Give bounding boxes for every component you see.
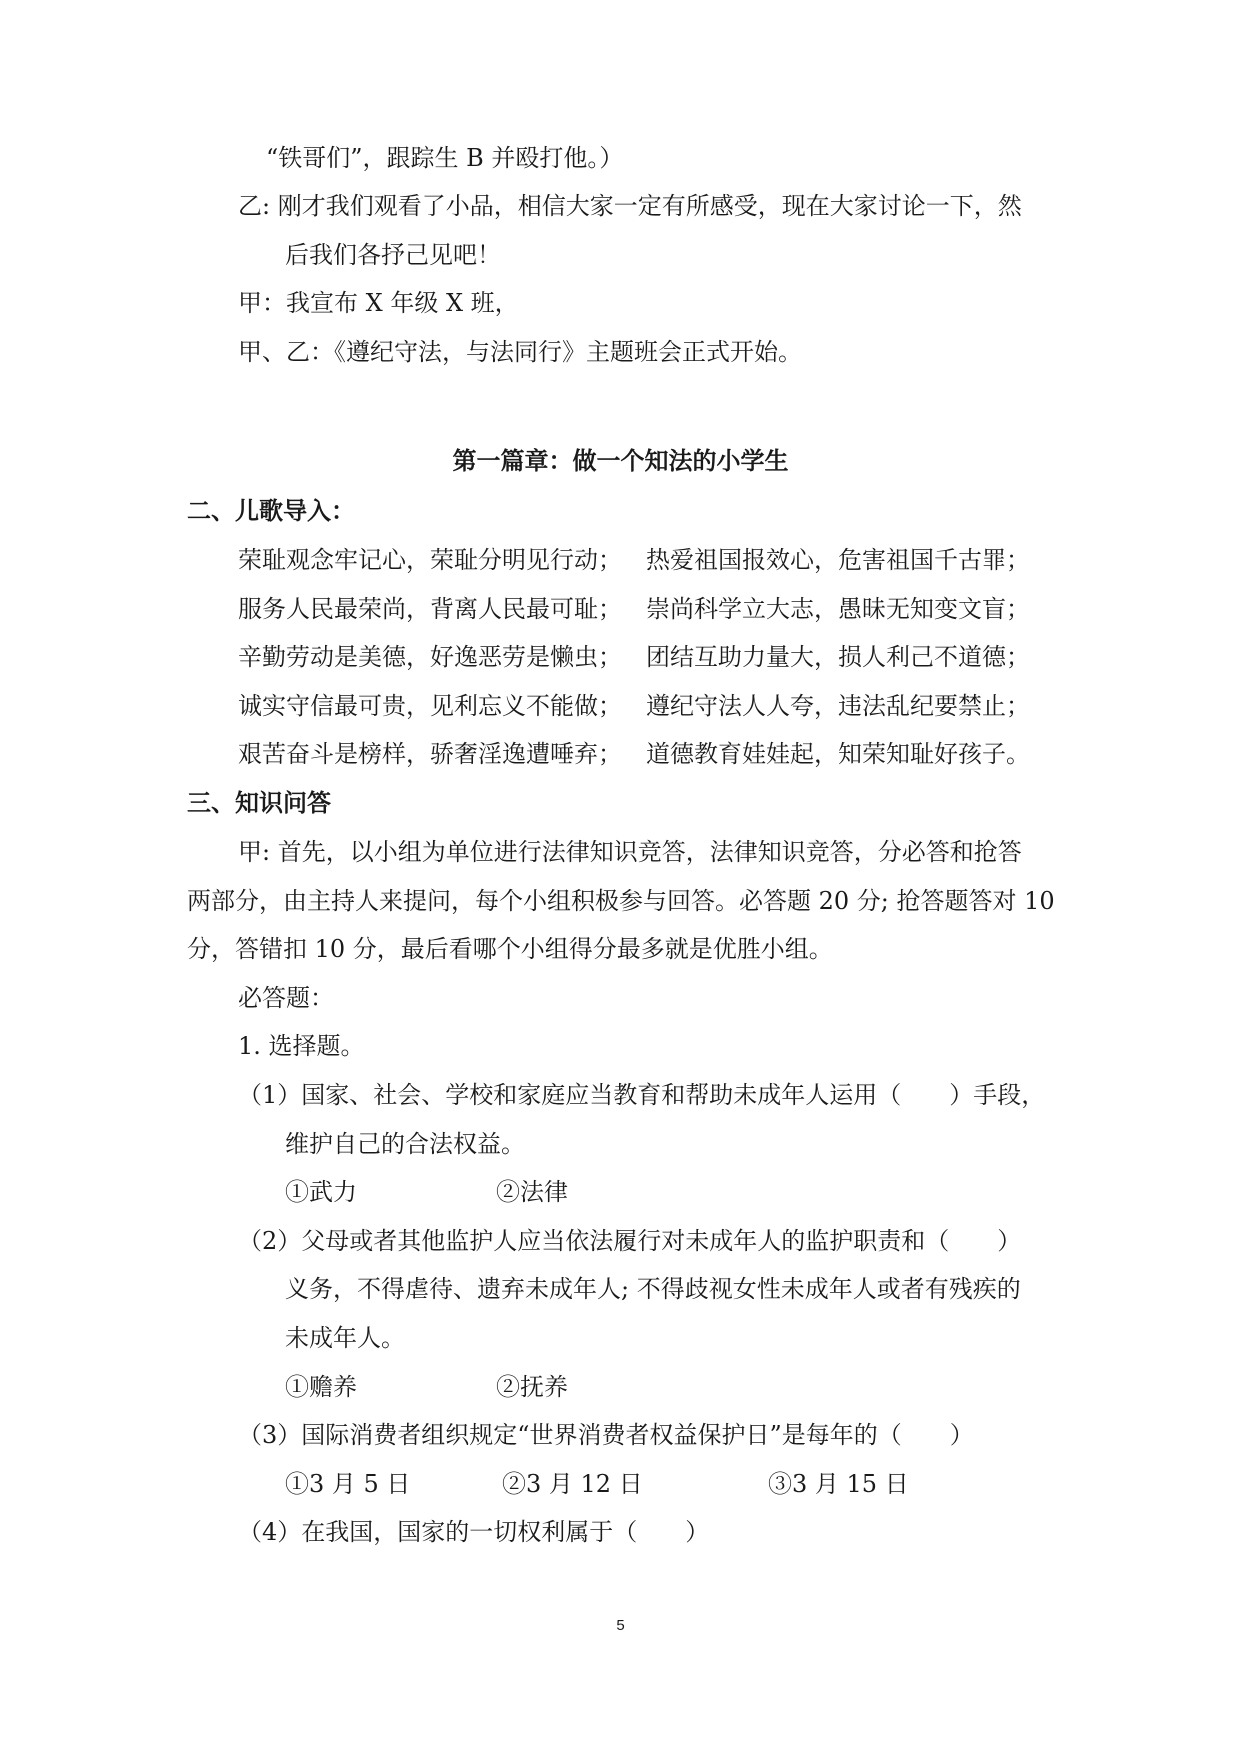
rhyme-left: 艰苦奋斗是榜样，骄奢淫逸遭唾弃； <box>238 740 622 768</box>
question-1: （1）国家、社会、学校和家庭应当教育和帮助未成年人运用（ ）手段， <box>238 1081 1046 1109</box>
question-2: （2）父母或者其他监护人应当依法履行对未成年人的监护职责和（ ） <box>238 1227 1022 1255</box>
rhyme-right: 热爱祖国报效心，危害祖国千古罪； <box>646 546 1030 574</box>
dialogue-jiayi-line: 甲、乙：《遵纪守法，与法同行》主题班会正式开始。 <box>238 338 802 366</box>
page-number: 5 <box>616 1617 625 1634</box>
answer-option: ③3 月 15 日 <box>768 1470 909 1498</box>
choice-title: 1. 选择题。 <box>238 1032 365 1060</box>
must-answer-label: 必答题： <box>238 984 334 1012</box>
answer-option: ②法律 <box>496 1178 568 1206</box>
dialogue-jia-line: 甲：我宣布 X 年级 X 班， <box>238 289 519 317</box>
answer-option: ②3 月 12 日 <box>502 1470 643 1498</box>
intro-line: “铁哥们”，跟踪生 B 并殴打他。） <box>266 144 624 172</box>
paragraph-line: 分，答错扣 10 分，最后看哪个小组得分最多就是优胜小组。 <box>187 935 833 963</box>
dialogue-yi-line: 乙: 刚才我们观看了小品，相信大家一定有所感受，现在大家讨论一下，然 <box>238 192 1022 220</box>
rhyme-left: 辛勤劳动是美德，好逸恶劳是懒虫； <box>238 643 622 671</box>
rhyme-right: 遵纪守法人人夸，违法乱纪要禁止； <box>646 692 1030 720</box>
section-heading: 二、儿歌导入： <box>187 497 355 525</box>
answer-option: ①3 月 5 日 <box>285 1470 411 1498</box>
question-2-continuation: 义务，不得虐待、遗弃未成年人; 不得歧视女性未成年人或者有残疾的 <box>285 1275 1021 1303</box>
paragraph-line: 两部分，由主持人来提问，每个小组积极参与回答。必答题 20 分; 抢答题答对 10 <box>187 887 1055 915</box>
question-1-continuation: 维护自己的合法权益。 <box>285 1130 525 1158</box>
answer-option: ①武力 <box>285 1178 357 1206</box>
question-2-continuation: 未成年人。 <box>285 1324 405 1352</box>
answer-option: ②抚养 <box>496 1373 568 1401</box>
paragraph-line: 甲: 首先，以小组为单位进行法律知识竞答，法律知识竞答，分必答和抢答 <box>238 838 1022 866</box>
rhyme-right: 崇尚科学立大志，愚昧无知变文盲； <box>646 595 1030 623</box>
rhyme-left: 荣耻观念牢记心，荣耻分明见行动； <box>238 546 622 574</box>
rhyme-right: 道德教育娃娃起，知荣知耻好孩子。 <box>646 740 1030 768</box>
section-heading: 三、知识问答 <box>187 789 331 817</box>
dialogue-yi-continuation: 后我们各抒己见吧！ <box>285 241 501 269</box>
question-3: （3）国际消费者组织规定“世界消费者权益保护日”是每年的（ ） <box>238 1421 974 1449</box>
chapter-title: 第一篇章：做一个知法的小学生 <box>452 447 789 475</box>
answer-option: ①赡养 <box>285 1373 357 1401</box>
rhyme-left: 服务人民最荣尚，背离人民最可耻； <box>238 595 622 623</box>
rhyme-right: 团结互助力量大，损人利己不道德； <box>646 643 1030 671</box>
rhyme-left: 诚实守信最可贵，见利忘义不能做； <box>238 692 622 720</box>
question-4: （4）在我国，国家的一切权利属于（ ） <box>238 1518 710 1546</box>
